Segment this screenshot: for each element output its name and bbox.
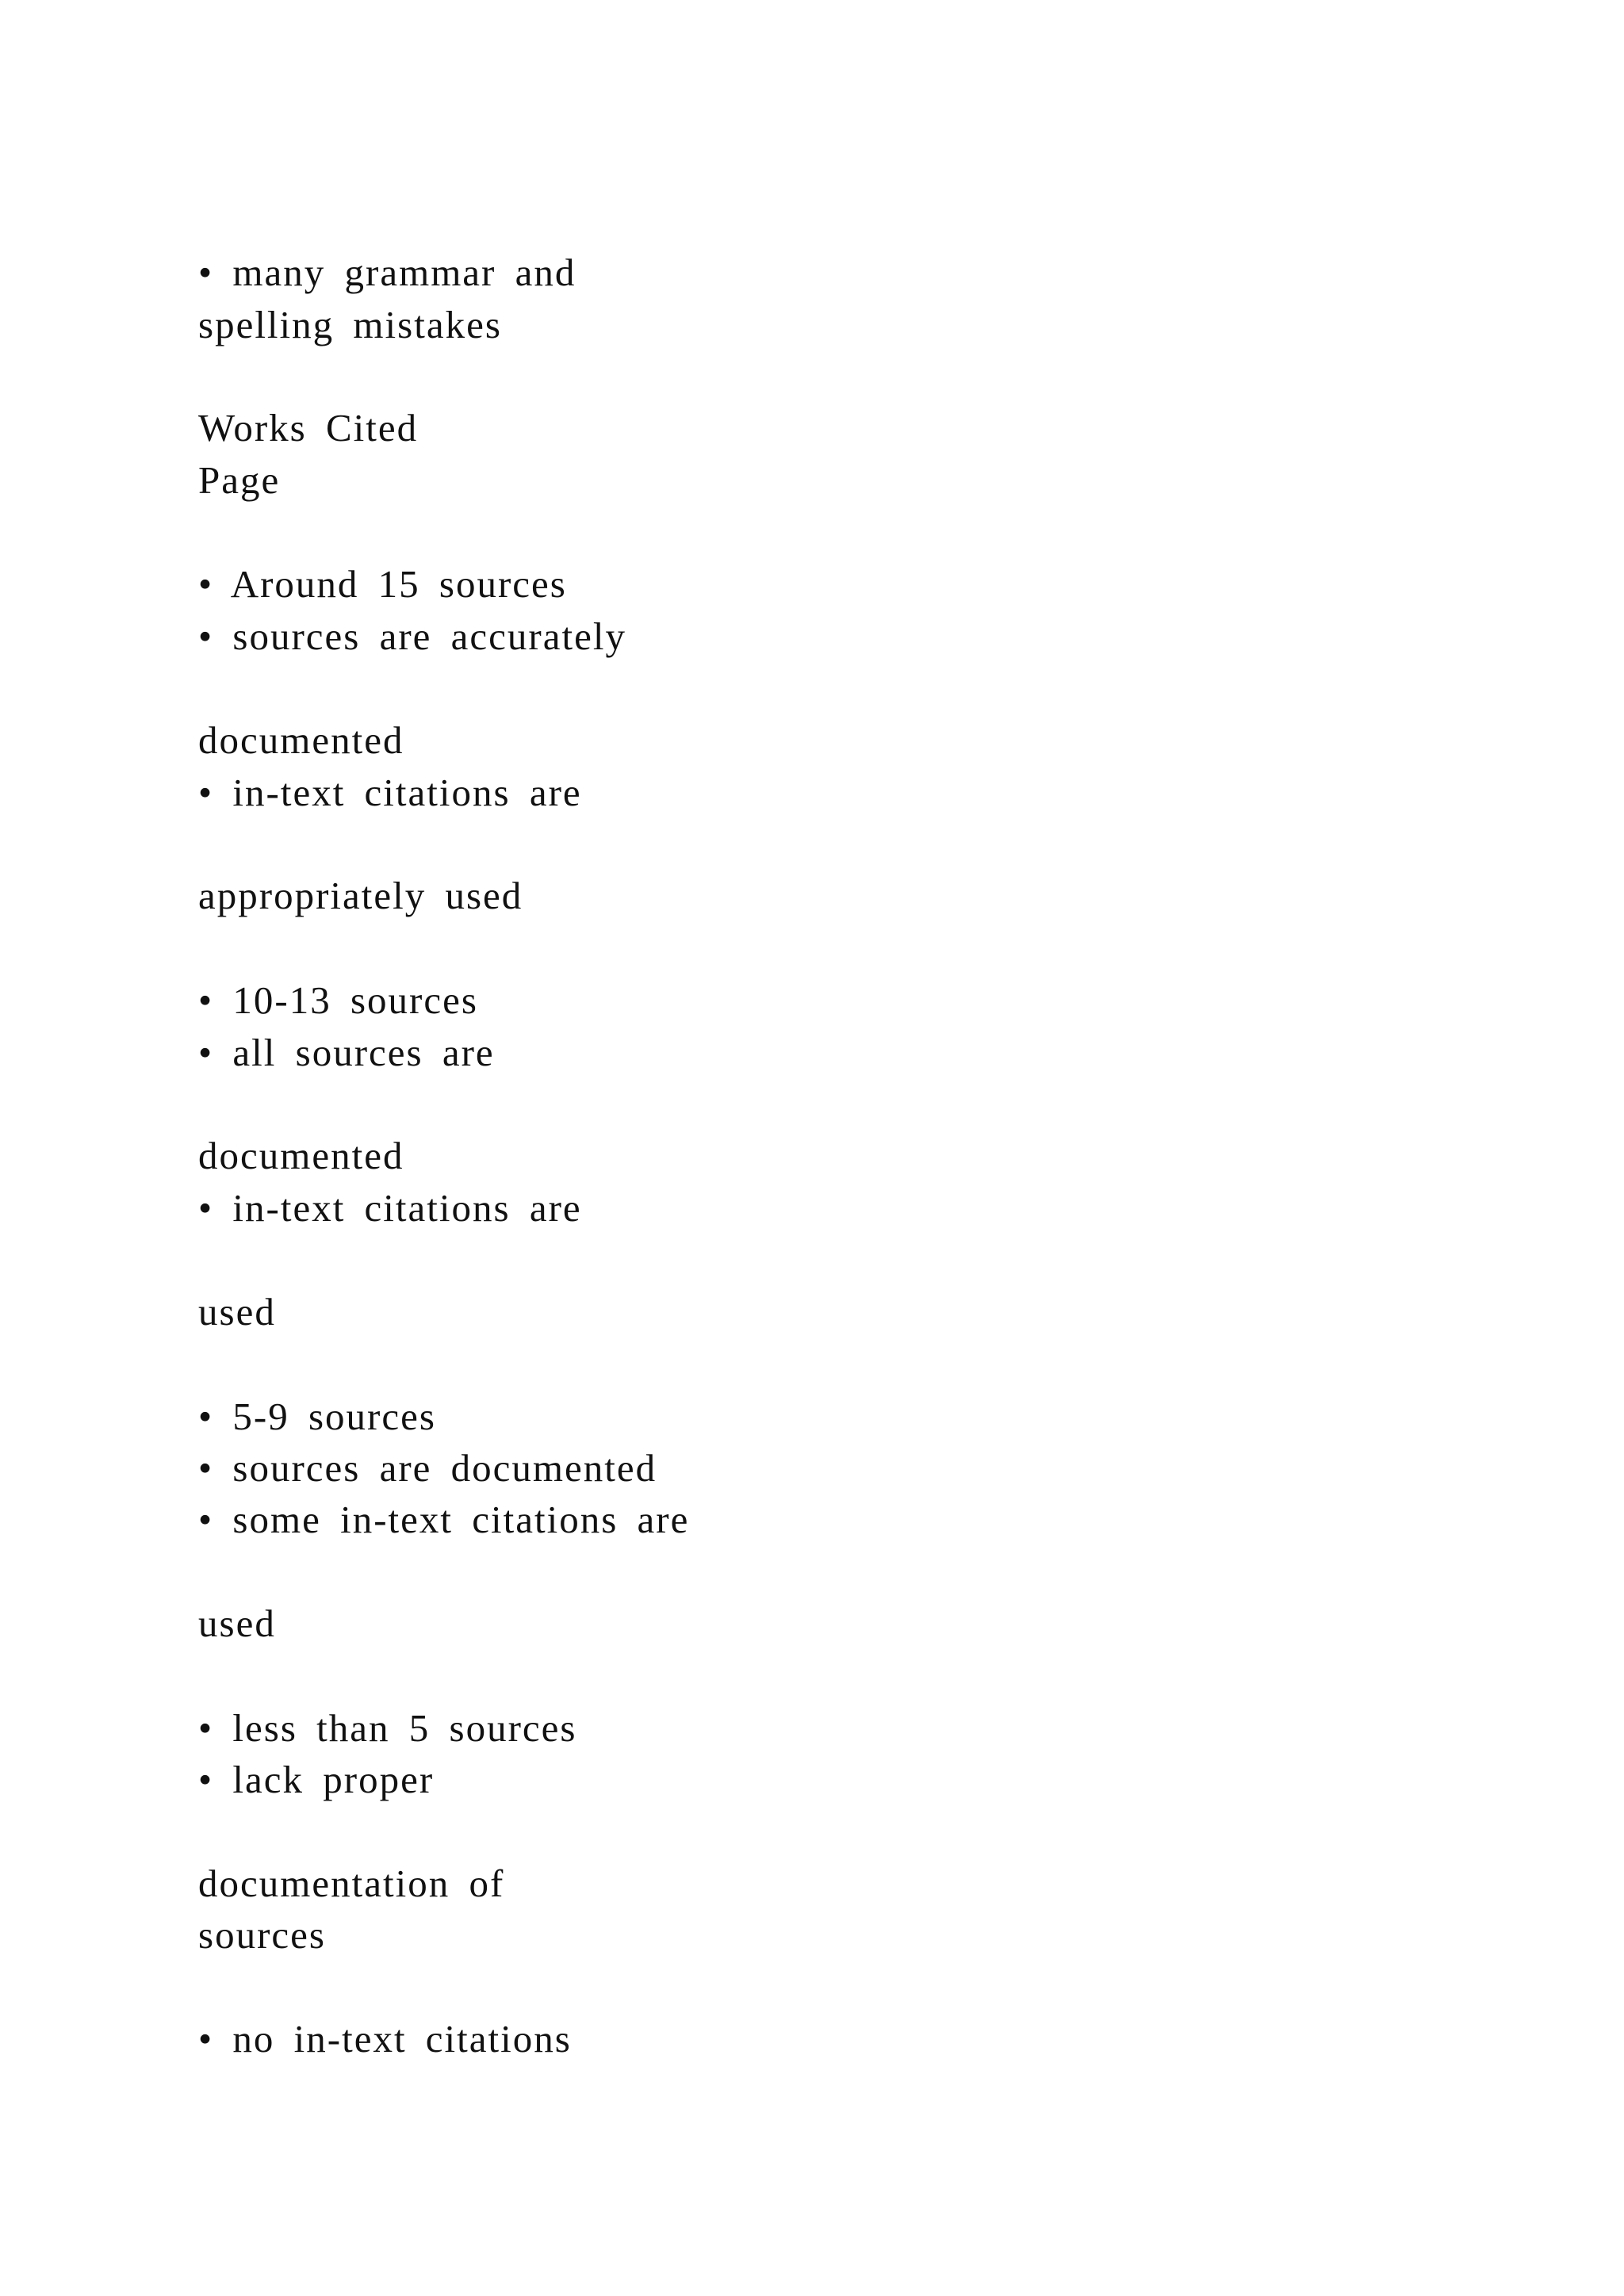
text-line: documentation of (198, 1862, 505, 1905)
text-line: appropriately used (198, 874, 523, 917)
text-line: spelling mistakes (198, 303, 502, 346)
bullet-item: • all sources are (198, 1031, 495, 1074)
bullet-item: • Around 15 sources (198, 562, 567, 606)
text-line: used (198, 1601, 276, 1645)
bullet-item: • no in-text citations (198, 2017, 572, 2061)
section-heading: Works Cited (198, 406, 419, 450)
bullet-item: • sources are documented (198, 1446, 657, 1490)
bullet-item: • in-text citations are (198, 1186, 582, 1230)
text-line: • many grammar and (198, 251, 576, 294)
section-heading: Page (198, 458, 281, 502)
text-line: used (198, 1290, 276, 1334)
bullet-item: • 5-9 sources (198, 1395, 436, 1438)
text-line: documented (198, 1134, 404, 1177)
bullet-item: • 10-13 sources (198, 978, 478, 1022)
bullet-item: • lack proper (198, 1758, 435, 1801)
bullet-item: • less than 5 sources (198, 1706, 577, 1750)
text-line: sources (198, 1913, 326, 1957)
bullet-item: • in-text citations are (198, 771, 582, 814)
bullet-item: • sources are accurately (198, 614, 626, 658)
bullet-item: • some in-text citations are (198, 1498, 690, 1541)
text-line: documented (198, 718, 404, 762)
